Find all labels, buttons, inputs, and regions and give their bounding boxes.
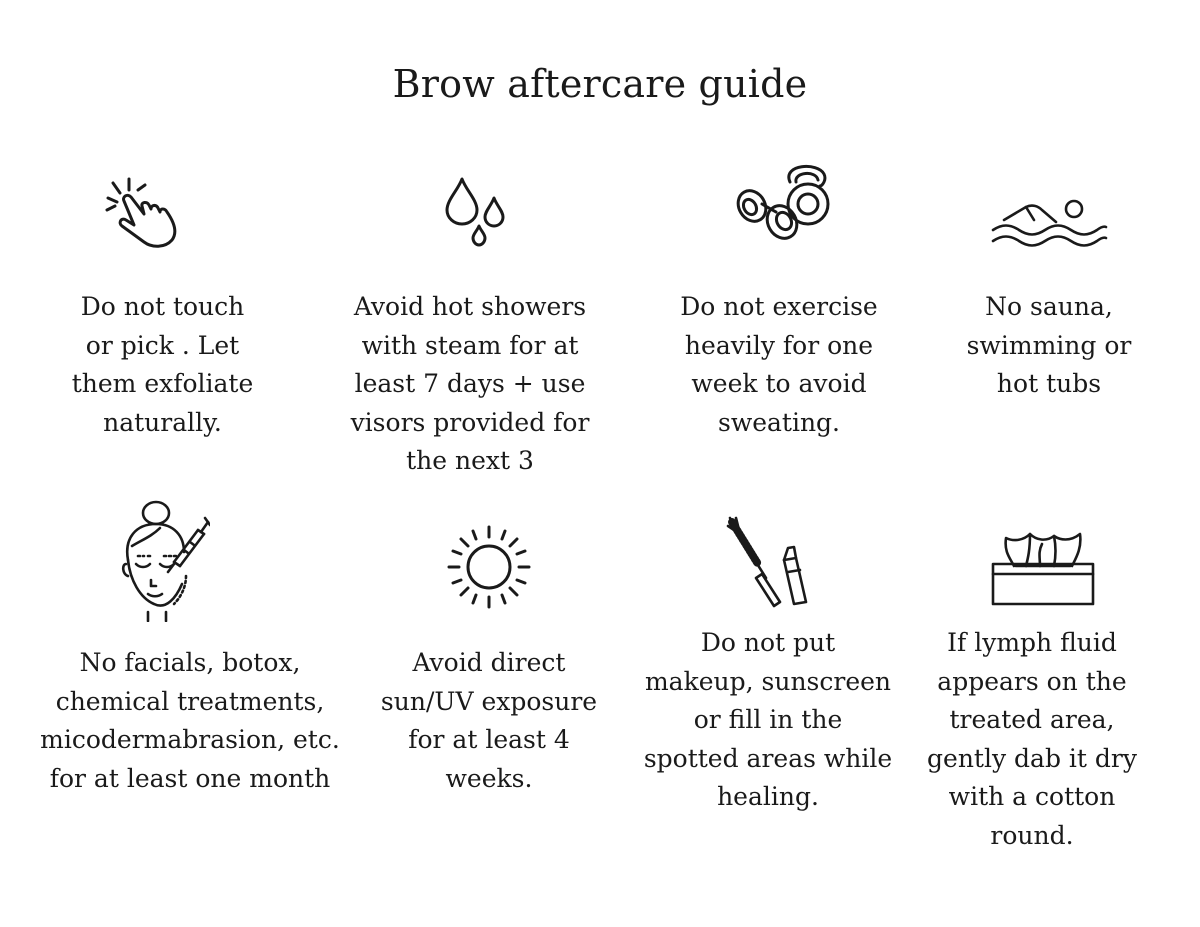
caption-no-sauna: No sauna, swimming or hot tubs [966,292,1132,399]
caption-no-exercise: Do not exercise heavily for one week to avoid sweating. [680,292,878,437]
caption-avoid-sun: Avoid direct sun/UV exposure for at least 4 weeks. [380,648,598,793]
dumbbell-kettlebell-icon [732,160,830,244]
water-drops-icon [442,176,510,248]
caption-lymph-fluid: If lymph fluid appears on the treated area, gently dab it dry with a cotton round. [927,628,1137,850]
swimmer-icon [990,196,1108,248]
mascara-icon [726,516,810,608]
caption-no-facials: No facials, botox, chemical treatments, micodermabrasion, etc. for at least one month [40,648,340,793]
facial-injection-icon [118,500,210,622]
caption-no-hot-showers: Avoid hot showers with steam for at least 7 days + use visors provided for the next 3 [350,292,590,476]
caption-no-makeup: Do not put makeup, sunscreen or fill in the spotted areas while healing. [643,628,893,812]
hand-tap-icon [100,176,182,250]
page-title: Brow aftercare guide [392,62,808,106]
caption-no-touch: Do not touch or pick . Let them exfoliate naturally. [71,292,254,437]
sun-icon [446,524,532,610]
tissue-box-icon [990,528,1096,606]
